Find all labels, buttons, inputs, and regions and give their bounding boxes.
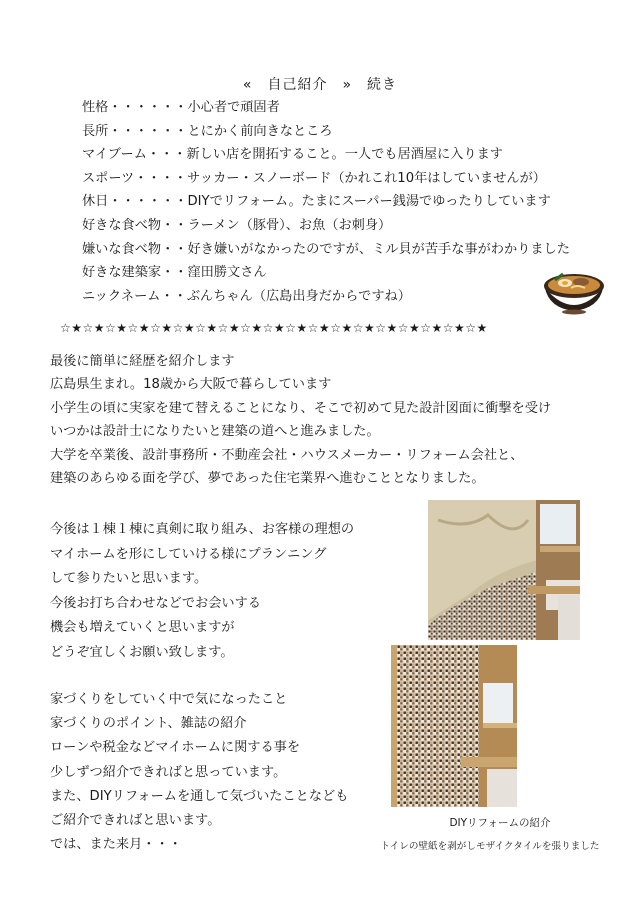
profile-favorite-food: 好きな食べ物・・ラーメン（豚骨）、お魚（お刺身）	[82, 217, 392, 233]
career-line: 最後に簡単に経歴を紹介します	[50, 354, 235, 369]
photo-caption-title: DIYリフォームの紹介	[449, 817, 551, 829]
profile-nickname: ニックネーム・・ぶんちゃん（広島出身だからですね）	[82, 288, 411, 304]
plans-closing: では、また来月・・・	[50, 837, 182, 853]
career-line: 大学を卒業後、設計事務所・不動産会社・ハウスメーカー・リフォーム会社と、	[50, 447, 524, 463]
career-section	[50, 350, 551, 490]
plans-line: ご紹介できればと思います。	[50, 812, 221, 828]
future-line: マイホームを形にしていける様にプランニング	[50, 546, 327, 562]
profile-list	[82, 96, 570, 308]
diy-photo-after	[391, 645, 517, 807]
career-line: 広島県生まれ。18歳から大阪で暮らしています	[50, 377, 332, 393]
future-line: して参りたいと思います。	[50, 571, 208, 587]
plans-line: また、DIYリフォームを通して気づいたことなども	[50, 788, 349, 804]
plans-line: 家づくりのポイント、雑誌の紹介	[50, 716, 247, 732]
future-line: 機会も増えていくと思いますが	[50, 620, 235, 636]
profile-boom: マイブーム・・・新しい店を開拓すること。一人でも居酒屋に入ります	[82, 147, 503, 163]
career-line: 建築のあらゆる面を学び、夢であった住宅業界へ進むこととなりました。	[50, 470, 485, 486]
ramen-bowl-icon	[541, 266, 607, 316]
career-line: いつかは設計士になりたいと建築の道へと進みました。	[50, 424, 380, 440]
future-line: 今後は１棟１棟に真剣に取り組み、お客様の理想の	[50, 522, 355, 537]
profile-disliked-food: 嫌いな食べ物・・好き嫌いがなかったのですが、ミル貝が苦手な事がわかりました	[82, 241, 570, 257]
profile-personality: 性格・・・・・・小心者で頑固者	[82, 100, 280, 115]
profile-sports: スポーツ・・・・サッカー・スノーボード（かれこれ10年はしていませんが）	[82, 170, 546, 186]
page-title: « 自己紹介 » 続き	[242, 77, 398, 93]
plans-line: 少しずつ紹介できればと思っています。	[50, 764, 287, 780]
future-line: 今後お打ち合わせなどでお会いする	[50, 595, 261, 611]
future-section	[50, 518, 354, 666]
plans-line: ローンや税金などマイホームに関する事を	[50, 740, 301, 756]
profile-holiday: 休日・・・・・・DIYでリフォーム。たまにスーパー銭湯でゆったりしています	[82, 194, 551, 210]
plans-line: 家づくりをしていく中で気になったこと	[50, 692, 288, 707]
profile-favorite-architect: 好きな建築家・・窪田勝文さん	[82, 265, 267, 281]
profile-strength: 長所・・・・・・とにかく前向きなところ	[82, 123, 333, 139]
diy-photo-before	[428, 500, 580, 640]
career-line: 小学生の頃に実家を建て替えることになり、そこで初めて見た設計図面に衝撃を受け	[50, 400, 552, 416]
photo-caption-detail: トイレの壁紙を剥がしモザイクタイルを張りました	[380, 841, 600, 852]
star-divider: ☆★☆★☆★☆★☆★☆★☆★☆★☆★☆★☆★☆★☆★☆★☆★☆★☆★☆★☆★	[60, 321, 488, 335]
future-line: どうぞ宜しくお願い致します。	[50, 644, 234, 660]
plans-section	[50, 688, 348, 857]
